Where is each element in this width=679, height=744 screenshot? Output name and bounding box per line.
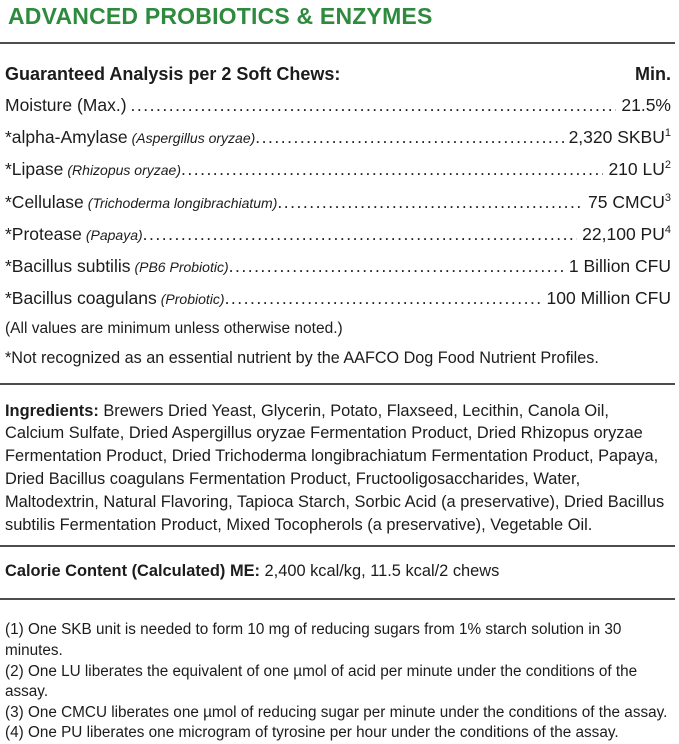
nutrient-source: (Aspergillus oryzae) bbox=[131, 130, 256, 147]
footnote-marker: 3 bbox=[664, 191, 671, 204]
divider bbox=[0, 42, 675, 44]
calorie-content-value: 2,400 kcal/kg, 11.5 kcal/2 chews bbox=[259, 562, 500, 581]
nutrient-name: Moisture (Max.) bbox=[5, 94, 127, 115]
table-row bbox=[5, 152, 671, 184]
nutrient-source: (Papaya) bbox=[85, 226, 143, 243]
dot-leader bbox=[181, 156, 603, 183]
footnote-4: (4) One PU liberates one microgram of tyrosine per hour under the conditions of the assay. bbox=[5, 724, 619, 742]
nutrient-name: *Lipase bbox=[5, 159, 64, 180]
nutrient-value: 100 Million CFU bbox=[546, 288, 671, 309]
dot-leader bbox=[255, 124, 563, 151]
nutrient-value: 22,100 PU bbox=[582, 223, 665, 244]
dot-leader bbox=[229, 253, 564, 280]
nutrient-name: *alpha-Amylase bbox=[5, 127, 128, 148]
table-row bbox=[5, 185, 671, 217]
footnote-marker: 4 bbox=[664, 223, 671, 236]
footnote-marker: 2 bbox=[664, 159, 671, 172]
nutrient-source: (Rhizopus oryzae) bbox=[67, 162, 181, 179]
table-row bbox=[5, 281, 671, 313]
table-row bbox=[5, 249, 671, 281]
nutrient-source: (Trichoderma longibrachiatum) bbox=[87, 194, 278, 211]
guaranteed-analysis-heading: Guaranteed Analysis per 2 Soft Chews: bbox=[5, 64, 341, 84]
ingredients-text: Brewers Dried Yeast, Glycerin, Potato, Flaxseed, Lecithin, Canola Oil, Calcium Sulfate, Dried Aspergillus oryzae Fermentation Product, Dried Rhizopus oryzae Fermentation Product, Dried Trichoderma longibrachiatum Fermentation Product, Papaya, Dried Bacillus coagulans Fermentation Product, Fructooligosaccharides, Water, Maltodextrin, Natural Flavoring, Tapioca Starch, Sorbic Acid (a preservative), Dried Bacillus subtilis Fermentation Product, Mixed Tocopherols (a preservative), Vegetable Oil. bbox=[5, 401, 665, 534]
aafco-note: *Not recognized as an essential nutrient by the AAFCO Dog Food Nutrient Profiles. bbox=[5, 348, 599, 367]
table-row bbox=[5, 217, 671, 249]
nutrient-value: 21.5% bbox=[621, 94, 671, 115]
divider bbox=[0, 598, 675, 600]
nutrient-name: *Protease bbox=[5, 223, 82, 244]
dot-leader bbox=[225, 285, 542, 312]
footnote-2: (2) One LU liberates the equivalent of one µmol of acid per minute under the conditions of the assay. bbox=[5, 662, 638, 701]
divider bbox=[0, 545, 675, 547]
footnote-1: (1) One SKB unit is needed to form 10 mg of reducing sugars from 1% starch solution in 30 minutes. bbox=[5, 621, 622, 660]
nutrient-name: *Bacillus coagulans bbox=[5, 288, 157, 309]
table-row bbox=[5, 88, 671, 120]
dot-leader bbox=[143, 221, 578, 248]
nutrient-value: 2,320 SKBU bbox=[568, 127, 665, 148]
min-column-label: Min. bbox=[635, 64, 671, 84]
guaranteed-analysis-header bbox=[5, 63, 671, 85]
guaranteed-analysis-table bbox=[5, 88, 671, 314]
ingredients-label: Ingredients: bbox=[5, 401, 99, 420]
dot-leader bbox=[131, 92, 617, 119]
table-row bbox=[5, 120, 671, 152]
ingredients-paragraph bbox=[5, 400, 671, 537]
nutrient-source: (PB6 Probiotic) bbox=[134, 259, 229, 275]
divider bbox=[0, 383, 675, 385]
dot-leader bbox=[277, 189, 583, 216]
nutrient-name: *Cellulase bbox=[5, 191, 84, 212]
nutrient-value: 210 LU bbox=[608, 159, 665, 180]
nutrient-value: 1 Billion CFU bbox=[568, 256, 671, 276]
calorie-content-label: Calorie Content (Calculated) ME: bbox=[5, 562, 260, 581]
minimum-values-note: (All values are minimum unless otherwise noted.) bbox=[5, 319, 343, 337]
nutrient-name: *Bacillus subtilis bbox=[5, 256, 131, 276]
page-title: ADVANCED PROBIOTICS & ENZYMES bbox=[8, 3, 433, 29]
footnote-3: (3) One CMCU liberates one µmol of reducing sugar per minute under the conditions of the assay. bbox=[5, 703, 668, 721]
footnote-marker: 1 bbox=[664, 127, 671, 140]
footnotes-section bbox=[5, 620, 671, 744]
nutrient-source: (Probiotic) bbox=[160, 291, 225, 308]
calorie-content bbox=[5, 561, 671, 582]
nutrient-value: 75 CMCU bbox=[588, 191, 665, 212]
